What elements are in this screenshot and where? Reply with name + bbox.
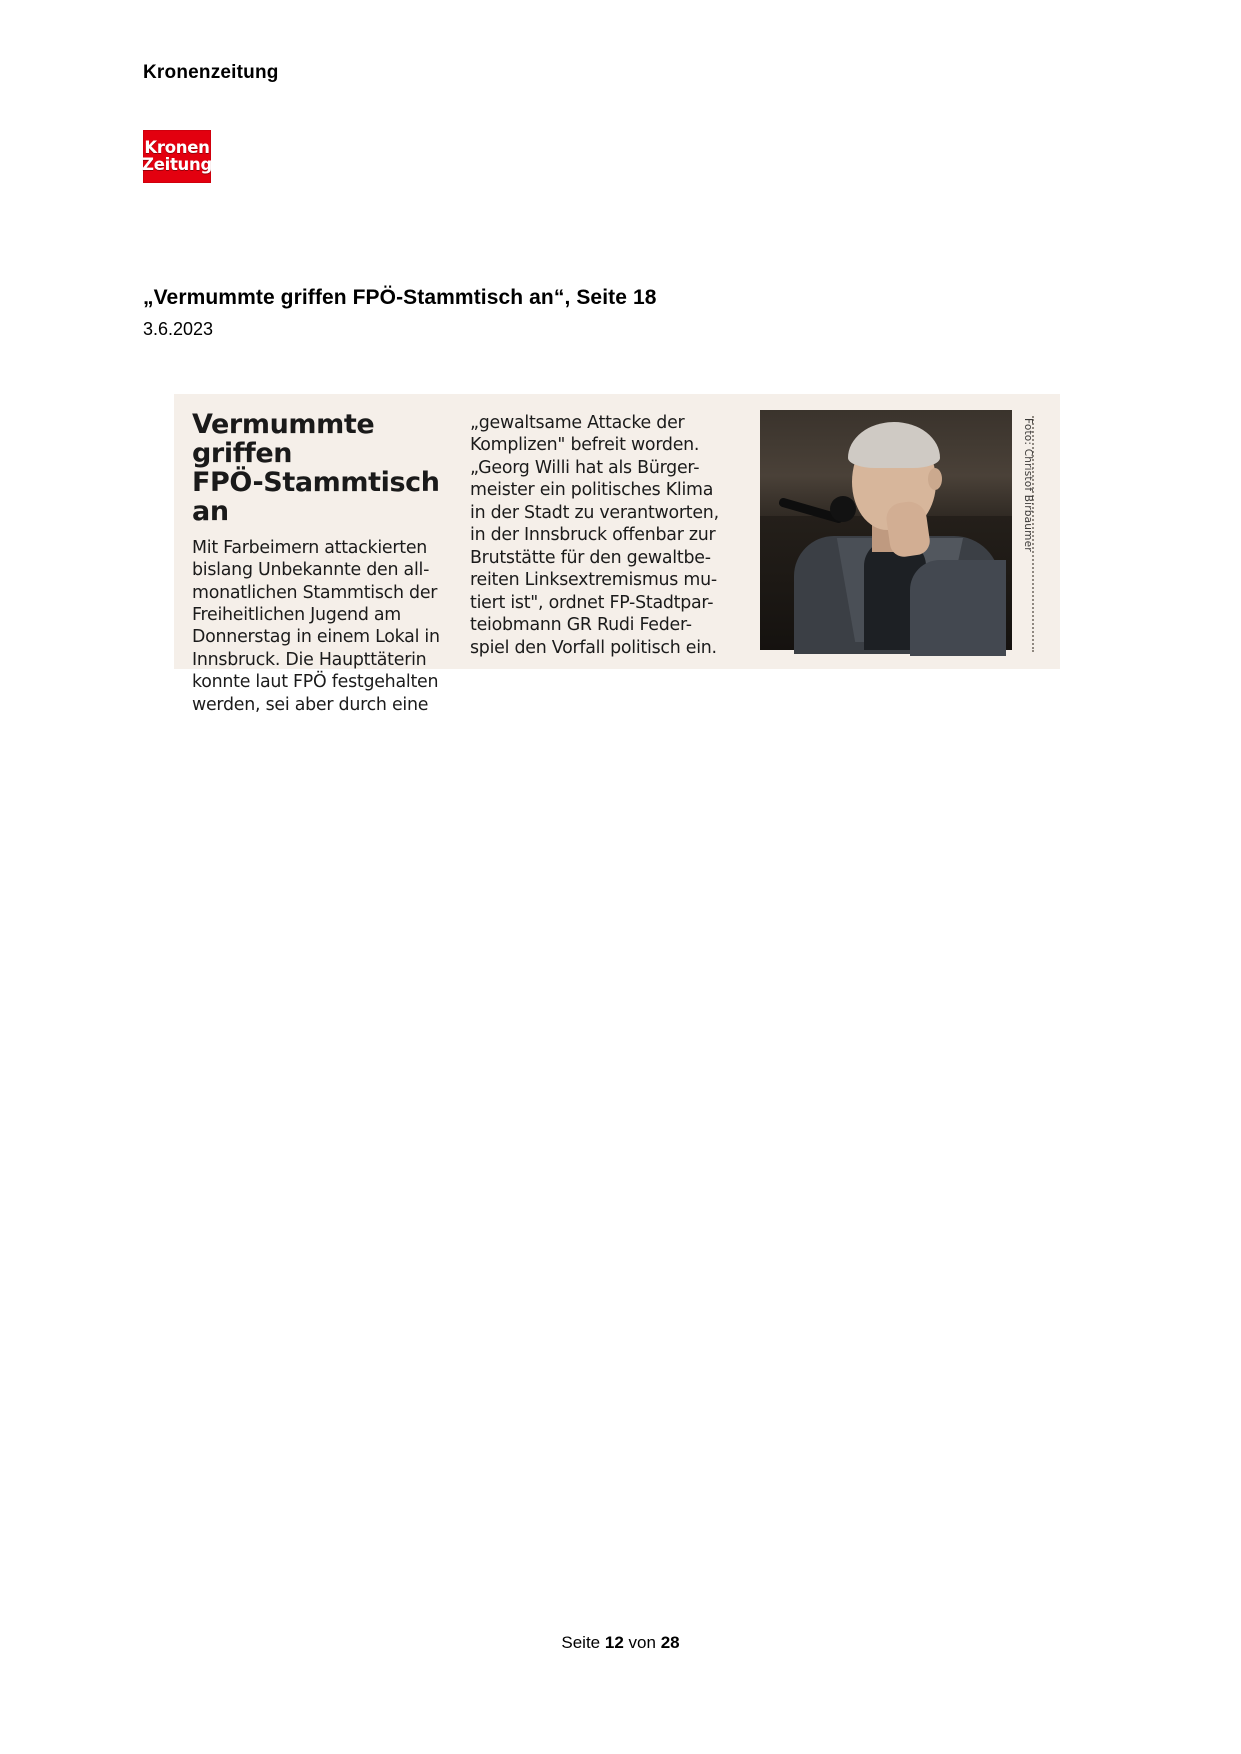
logo-line-1: Kronen: [144, 137, 210, 157]
clipping-text-line: reiten Linksextremismus mu-: [470, 570, 717, 591]
source-name: Kronenzeitung: [143, 62, 279, 83]
kronen-zeitung-logo: [143, 130, 211, 183]
clipping-text-line: Innsbruck. Die Haupttäterin: [192, 649, 427, 670]
footer-middle: von: [628, 1633, 656, 1652]
clipping-text-line: in der Innsbruck offenbar zur: [470, 525, 716, 546]
clipping-headline: [192, 410, 458, 527]
clipping-text-line: Mit Farbeimern attackierten: [192, 537, 428, 558]
clipping-text-line: tiert ist", ordnet FP-Stadtpar-: [470, 592, 714, 613]
portrait-photo: [760, 410, 1012, 650]
clipping-text-line: „Georg Willi hat als Bürger-: [470, 457, 700, 478]
clipping-text-line: „gewaltsame Attacke der: [470, 413, 685, 433]
clipping-text-line: Freiheitlichen Jugend am: [192, 604, 401, 625]
clipping-text-line: werden, sei aber durch eine: [192, 694, 429, 715]
clipping-text-line: teiobmann GR Rudi Feder-: [470, 615, 692, 636]
clipping-text-line: spiel den Vorfall politisch ein.: [470, 637, 717, 658]
clipping-text-line: monatlichen Stammtisch der: [192, 582, 438, 603]
newspaper-clipping: [174, 394, 1060, 715]
footer-current-page: 12: [604, 1633, 624, 1652]
logo-line-2: Zeitung: [142, 155, 212, 174]
footer-total-pages: 28: [660, 1633, 680, 1652]
clipping-text-line: konnte laut FPÖ festgehalten: [192, 672, 439, 693]
clipping-text-line: Donnerstag in einem Lokal in: [192, 627, 440, 648]
photo-subject-arm: [910, 560, 1006, 656]
clipping-headline-line-2: FPÖ-Stammtisch an: [192, 467, 440, 528]
photo-subject-ear: [928, 468, 942, 490]
clipping-text-line: bislang Unbekannte den all-: [192, 560, 430, 581]
clipping-body-middle: [470, 412, 750, 659]
clipping-text-line: meister ein politisches Klima: [470, 480, 714, 501]
clipping-text-line: Komplizen" befreit worden.: [470, 435, 700, 456]
clipping-body-left: [192, 537, 458, 717]
clipping-text-line: in der Stadt zu verantworten,: [470, 502, 719, 523]
clipping-column-left: [192, 409, 470, 715]
clipping-headline-line-1: Vermummte griffen: [192, 409, 375, 470]
clipping-column-middle: [470, 410, 760, 659]
microphone-head-icon: [830, 496, 856, 522]
clipping-column-right: [760, 410, 1046, 659]
page-footer: [0, 1633, 1241, 1653]
footer-prefix: Seite: [561, 1633, 601, 1652]
clipping-text-line: Brutstätte für den gewaltbe-: [470, 547, 711, 568]
article-date: 3.6.2023: [143, 319, 214, 339]
article-title: „Vermummte griffen FPÖ-Stammtisch an“, Seite 18: [143, 286, 657, 309]
photo-credit: Foto: Christof Birbaumer: [1022, 418, 1034, 552]
